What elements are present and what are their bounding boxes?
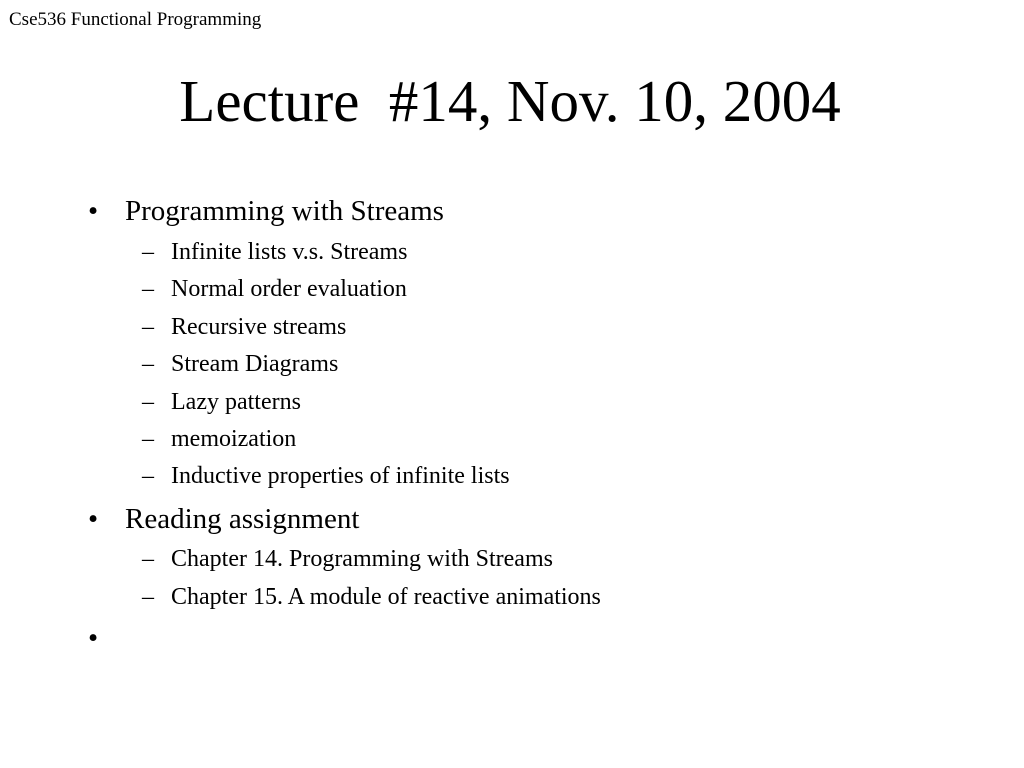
bullet-label: Reading assignment	[125, 503, 360, 535]
dash-icon: –	[142, 314, 154, 340]
sub-item-label: Normal order evaluation	[171, 276, 407, 302]
sub-item-label: Chapter 15. A module of reactive animations	[171, 584, 601, 610]
sub-item-label: Recursive streams	[171, 314, 347, 340]
sub-item-label: Chapter 14. Programming with Streams	[171, 546, 553, 572]
course-header: Cse536 Functional Programming	[9, 9, 262, 30]
bullet-icon: •	[88, 503, 99, 535]
dash-icon: –	[142, 463, 154, 489]
dash-icon: –	[142, 546, 154, 572]
slide-title: Lecture #14, Nov. 10, 2004	[179, 68, 841, 134]
bullet-label: Programming with Streams	[125, 195, 444, 227]
dash-icon: –	[142, 426, 154, 452]
bullet-icon: •	[88, 195, 99, 227]
sub-item-label: Stream Diagrams	[171, 351, 339, 377]
dash-icon: –	[142, 276, 154, 302]
bullet-icon: •	[88, 622, 99, 654]
sub-item-label: Infinite lists v.s. Streams	[171, 239, 408, 265]
dash-icon: –	[142, 351, 154, 377]
sub-item-label: Inductive properties of infinite lists	[171, 463, 510, 489]
dash-icon: –	[142, 584, 154, 610]
dash-icon: –	[142, 239, 154, 265]
sub-item-label: memoization	[171, 426, 297, 452]
sub-item-label: Lazy patterns	[171, 389, 301, 415]
dash-icon: –	[142, 389, 154, 415]
